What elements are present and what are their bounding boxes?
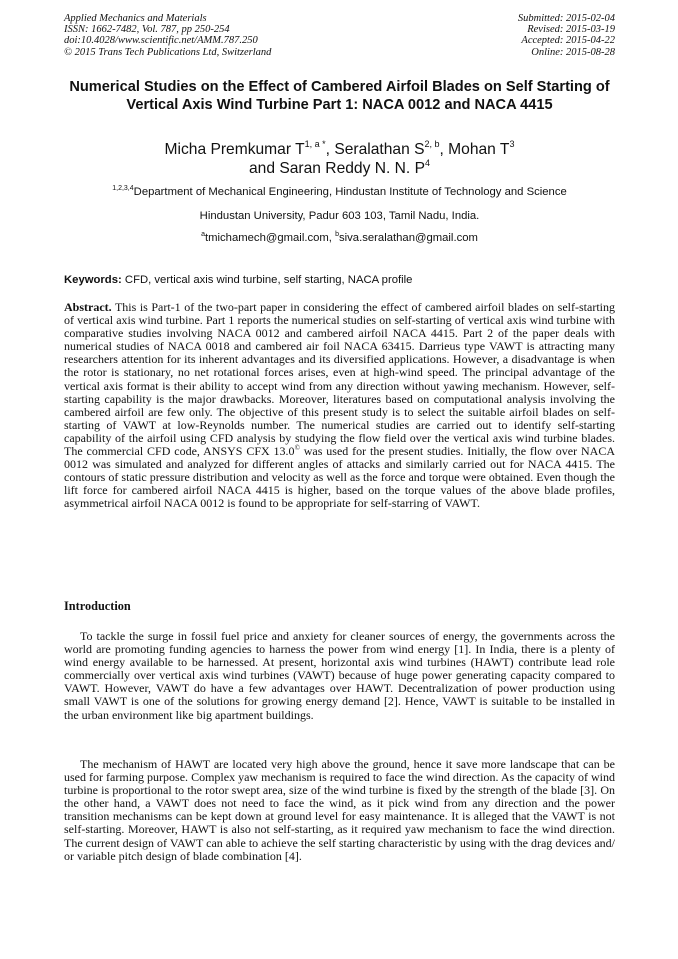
section-heading-introduction: Introduction [64, 599, 131, 613]
abstract-text: This is Part-1 of the two-part paper in considering the effect of cambered airfoil blades on self-starting of vertical axis wind turbine. Part 1 reports the numerical studies on self-starting of vertical axis wind turbine with comparative studies involving NACA 0012 and cambered airfoil NACA 4415. Part 2 of the paper deals with numerical studies of NACA 0018 and cambered air foil NACA 63415. Darrieus type VAWT is attracting many researchers attention for its inherent advantages and its diversified applications. However, a disadvantage is when the rotor is stationary, no net rotational forces arises, even at high-wind speed. The principal advantage of the vertical axis format is their ability to accept wind from any direction without yawing mechanism. However, self-starting capability is the major drawbacks. Moreover, literatures based on computational analysis involving the cambered airfoil are few only. The objective of this present study is to select the suitable airfoil blades on self-starting of VAWT at low-Reynolds number. The numerical studies are carried out to identify self-starting capability of the airfoil using CFD analysis by studying the flow field over the vertical axis wind turbine blades. The commercial CFD code, ANSYS CFX 13.0 [64, 300, 615, 459]
affiliation-marks: 1,2,3,4 [112, 185, 134, 192]
journal-copyright: © 2015 Trans Tech Publications Ltd, Switzerland [64, 46, 272, 58]
author-name: Seralathan S [334, 141, 425, 158]
author-emails [64, 232, 615, 245]
affiliation-address: Hindustan University, Padur 603 103, Tamil Nadu, India. [199, 210, 480, 222]
submission-dates [518, 13, 615, 58]
author-affil-mark: 4 [424, 158, 430, 168]
date-online: Online: 2015-08-28 [531, 46, 615, 58]
email-link[interactable]: tmichamech@gmail.com, [204, 232, 336, 244]
author-name: Saran Reddy N. N. P [279, 160, 425, 177]
author-separator: , [439, 141, 449, 158]
paper-title: Numerical Studies on the Effect of Cambered Airfoil Blades on Self Starting of Vertical Axis Wind Turbine Part 1: NACA 0012 and NACA 4415 [69, 79, 610, 113]
journal-info [64, 13, 271, 58]
abstract-text: was used for the present studies. Initially, the flow over NACA 0012 was simulated and analyzed for different angles of attacks and similarly carried out for NACA 4415. The contours of static pressure distribution and velocity as well as the force and torque were obtained. Even though the lift force for cambered airfoil NACA 4415 is higher, based on the torque values of the above blade profiles, asymmetrical airfoil NACA 0012 is found to be appropriate for self-starring of VAWT. [64, 444, 615, 511]
date-revised: Revised: 2015-03-19 [527, 24, 615, 36]
author-line-2 [64, 159, 615, 178]
intro-paragraph: The mechanism of HAWT are located very high above the ground, hence it save more landscape that can be used for farming purpose. Complex yaw mechanism is required to face the wind direction. As the capacity of wind turbine is proportional to the rotor swept area, size of the wind turbine is fixed by the strength of the blade [3]. On the other hand, a VAWT does not need to face the wind, as it pick wind from any direction and the power transition mechanisms can be kept down at ground level for easy maintenance. It is alleged that the VAWT is not self-starting. Moreover, HAWT is also not self-starting, as it required yaw mechanism to face the wind direction. The current design of VAWT can able to achieve the self starting characteristic by using with the drag devices and/ or variable pitch design of blade combination [4]. [64, 757, 615, 863]
keywords [64, 274, 615, 287]
date-submitted: Submitted: 2015-02-04 [517, 13, 615, 24]
affiliation-department [64, 186, 615, 199]
intro-paragraph: To tackle the surge in fossil fuel price and anxiety for cleaner sources of energy, the governments across the world are promoting funding agencies to harness the power from wind energy [1]. In India, there is a plenty of wind energy available to be harnessed. At present, horizontal axis wind turbines (HAWT) contribute lead role commercially over vertical axis wind turbines (VAWT) because of huge power generating capacity compared to VAWT. However, VAWT do have a few advantages over HAWT. Decentralization of power production using small VAWT is one of the solutions for growing energy demand [2]. Hence, VAWT is suitable to be installed in the urban environment like big apartment buildings. [64, 629, 615, 722]
email-mark: b [335, 231, 339, 238]
abstract [64, 301, 615, 511]
author-affil-mark: 2, b [424, 139, 440, 149]
email-link[interactable]: siva.seralathan@gmail.com [339, 232, 478, 244]
journal-doi: doi:10.4028/www.scientific.net/AMM.787.250 [64, 35, 258, 47]
author-affil-mark: 3 [509, 139, 515, 149]
email-mark: a [201, 231, 205, 238]
keywords-label: Keywords: [64, 274, 122, 286]
author-affil-mark: 1, a * [304, 139, 326, 149]
date-accepted: Accepted: 2015-04-22 [521, 35, 615, 47]
author-name: Micha Premkumar T [164, 141, 305, 158]
author-name: Mohan T [448, 141, 510, 158]
keywords-text: CFD, vertical axis wind turbine, self starting, NACA profile [121, 274, 413, 286]
author-line-1 [64, 140, 615, 159]
journal-issn: ISSN: 1662-7482, Vol. 787, pp 250-254 [64, 24, 230, 36]
journal-name: Applied Mechanics and Materials [64, 13, 207, 24]
copyright-mark: © [294, 444, 300, 453]
author-separator: , [325, 141, 335, 158]
abstract-label: Abstract. [64, 300, 112, 314]
affiliation-text: Department of Mechanical Engineering, Hindustan Institute of Technology and Science [133, 186, 567, 198]
author-list [64, 140, 615, 178]
author-conjunction: and [249, 160, 280, 177]
